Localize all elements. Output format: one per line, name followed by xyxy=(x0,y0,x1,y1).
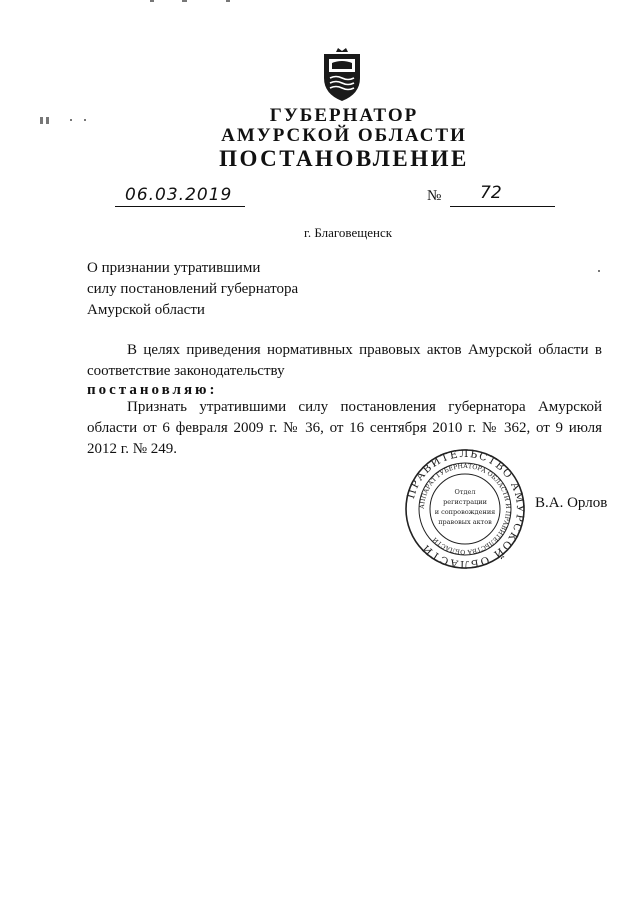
amur-region-coat-of-arms-icon xyxy=(318,48,366,104)
subject-line: О признании утратившими xyxy=(87,260,261,276)
document-subject xyxy=(87,258,298,321)
stamp-middle-text: АППАРАТ ГУБЕРНАТОРА ОБЛАСТИ И ПРАВИТЕЛЬСТВА ОБЛАСТИ xyxy=(418,462,512,556)
preamble-paragraph xyxy=(87,340,602,382)
scan-mark xyxy=(70,119,72,121)
decision-line: 2012 г. № 249. xyxy=(87,441,178,457)
scan-mark xyxy=(40,117,43,124)
stamp-center-text: Отдел xyxy=(454,488,476,496)
signer-name: В.А. Орлов xyxy=(535,495,608,511)
number-label: № xyxy=(427,188,442,204)
decision-line: области от 6 февраля 2009 г. № 36, от 16 сентября 2010 г. № 362, от 9 июля xyxy=(87,420,602,436)
scan-mark xyxy=(598,270,600,272)
document-number: 72 xyxy=(480,183,502,203)
title-governor: ГУБЕРНАТОР xyxy=(269,105,419,126)
number-underline xyxy=(450,206,555,207)
preamble-line: соответствие законодательству xyxy=(87,363,285,379)
date-underline xyxy=(115,206,245,207)
scan-mark xyxy=(150,0,154,2)
stamp-center-text: регистрации xyxy=(443,498,487,506)
registration-stamp xyxy=(404,448,526,570)
scan-mark xyxy=(84,119,86,121)
scan-mark xyxy=(182,0,187,2)
preamble-line: В целях приведения нормативных правовых актов Амурской области в xyxy=(127,342,602,358)
decision-line: Признать утратившими силу постановления губернатора Амурской xyxy=(127,399,602,415)
stamp-center-text: и сопровождения xyxy=(434,508,496,516)
stamp-center-text: правовых актов xyxy=(438,518,492,526)
document-date: 06.03.2019 xyxy=(125,185,233,205)
resolves-keyword: постановляю: xyxy=(87,382,218,398)
subject-line: силу постановлений губернатора xyxy=(87,281,299,297)
subject-line: Амурской области xyxy=(87,302,205,318)
scan-mark xyxy=(46,117,49,124)
document-type-title: ПОСТАНОВЛЕНИЕ xyxy=(219,146,469,171)
scan-mark xyxy=(226,0,230,2)
city-name: г. Благовещенск xyxy=(303,225,393,240)
stamp-outer-text: ПРАВИТЕЛЬСТВО АМУРСКОЙ ОБЛАСТИ xyxy=(405,448,526,570)
title-region: АМУРСКОЙ ОБЛАСТИ xyxy=(221,125,467,146)
